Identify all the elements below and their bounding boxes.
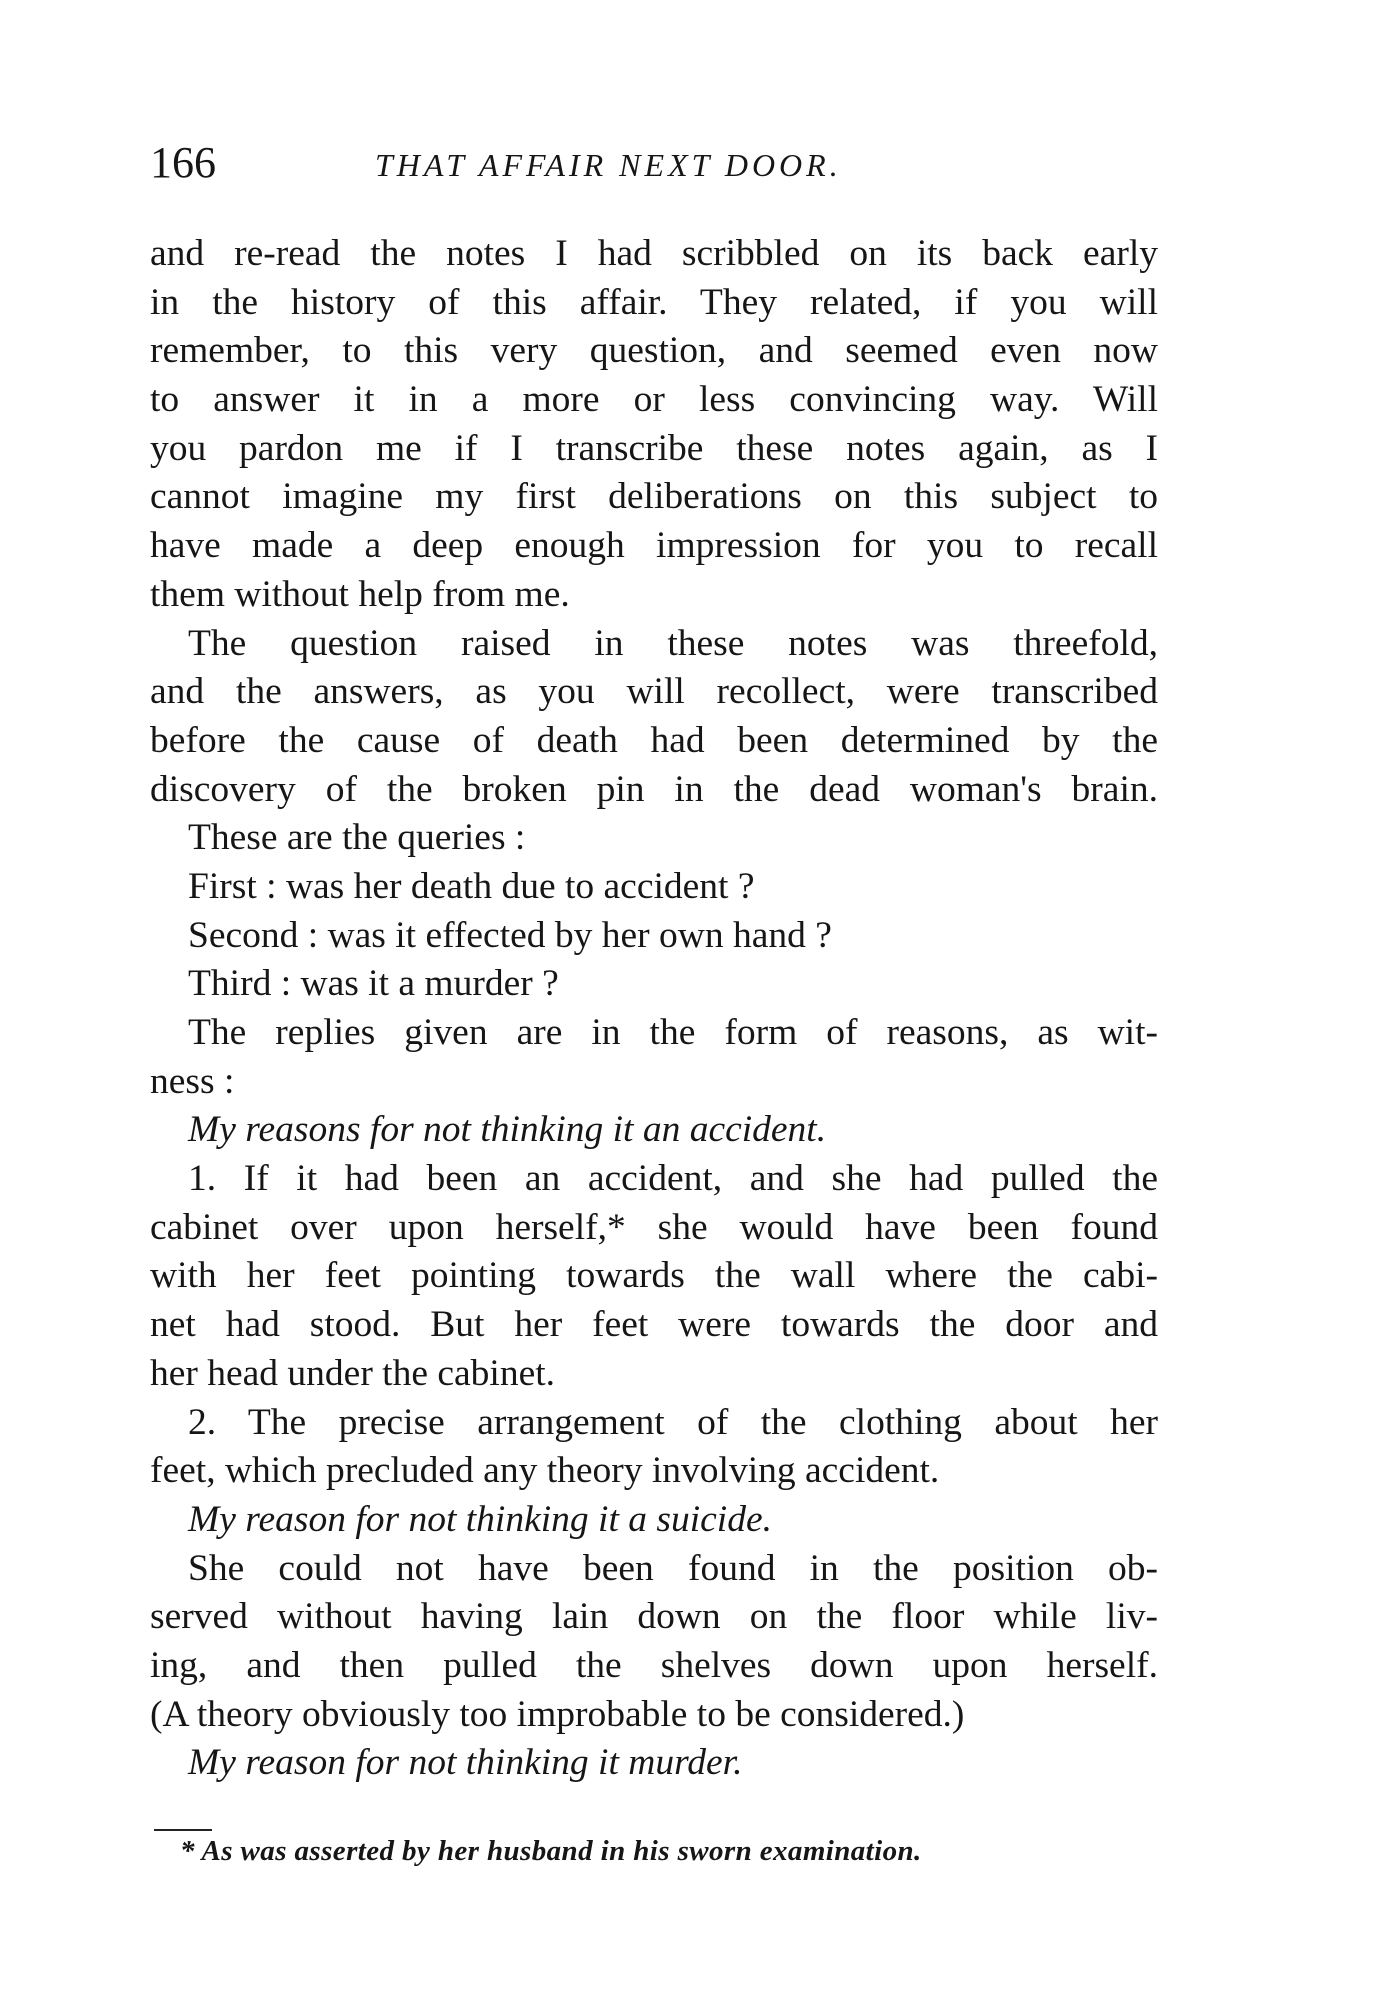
text-line: you pardon me if I transcribe these notes again, as I — [150, 427, 1158, 469]
text-line: served without having lain down on the floor while liv- — [150, 1596, 1158, 1638]
text-line: discovery of the broken pin in the dead woman's brain. — [150, 768, 1158, 810]
text-line: her head under the cabinet. — [150, 1352, 556, 1394]
text-line: ing, and then pulled the shelves down upon herself. — [150, 1644, 1158, 1686]
text-line: net had stood. But her feet were towards the door and — [150, 1304, 1158, 1346]
text-line: First : was her death due to accident ? — [188, 865, 755, 907]
running-title: THAT AFFAIR NEXT DOOR. — [375, 147, 842, 183]
text-line: She could not have been found in the position ob- — [188, 1547, 1158, 1589]
text-line: have made a deep enough impression for you to recall — [150, 525, 1158, 567]
text-line: in the history of this affair. They related, if you will — [150, 281, 1158, 323]
text-line: (A theory obviously too improbable to be considered.) — [150, 1693, 965, 1735]
text-line: feet, which precluded any theory involving accident. — [150, 1450, 940, 1492]
text-line: 1. If it had been an accident, and she had pulled the — [188, 1158, 1158, 1200]
section-heading-line: My reason for not thinking it a suicide. — [188, 1498, 772, 1540]
page-number: 166 — [150, 138, 216, 187]
text-line: them without help from me. — [150, 573, 570, 615]
text-line: cabinet over upon herself,* she would have been found — [150, 1206, 1158, 1248]
text-line: with her feet pointing towards the wall where the cabi- — [150, 1255, 1158, 1297]
text-line: The question raised in these notes was threefold, — [188, 622, 1158, 664]
text-line: to answer it in a more or less convincing way. Will — [150, 379, 1158, 421]
text-line: and re-read the notes I had scribbled on its back early — [150, 233, 1158, 274]
text-line: These are the queries : — [188, 817, 526, 859]
section-heading-line: My reasons for not thinking it an accident. — [188, 1109, 827, 1151]
text-line: 2. The precise arrangement of the clothing about her — [188, 1401, 1158, 1443]
text-line: Third : was it a murder ? — [188, 963, 559, 1005]
section-heading-line: My reason for not thinking it murder. — [188, 1742, 743, 1784]
text-line: before the cause of death had been determined by the — [150, 719, 1158, 761]
text-line: and the answers, as you will recollect, were transcribed — [150, 671, 1158, 713]
text-line: remember, to this very question, and seemed even now — [150, 330, 1158, 372]
text-line: cannot imagine my first deliberations on this subject to — [150, 476, 1158, 518]
body-text — [150, 230, 1158, 1788]
footnote: * As was asserted by her husband in his sworn examination. — [180, 1835, 922, 1867]
page-header — [150, 138, 1160, 198]
text-line: ness : — [150, 1060, 235, 1102]
text-line: The replies given are in the form of reasons, as wit- — [188, 1012, 1158, 1053]
text-line: Second : was it effected by her own hand ? — [188, 914, 832, 956]
